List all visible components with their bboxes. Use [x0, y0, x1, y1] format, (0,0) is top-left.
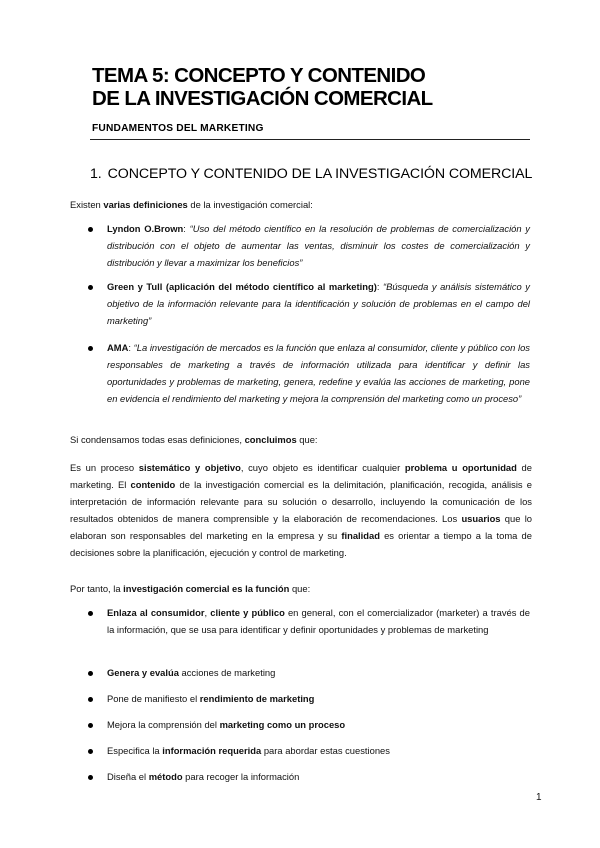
title-line-1: TEMA 5: CONCEPTO Y CONTENIDO — [92, 64, 426, 87]
conclusion-intro: Si condensamos todas esas definiciones, concluimos que: — [70, 434, 318, 445]
bullet-icon — [88, 671, 93, 676]
conclusion-paragraph: Es un proceso sistemático y objetivo, cuyo objeto es identificar cualquier problema u oportunidad de marketing. El contenido de la investigación comercial es la delimitación, planificación, recogida, análisis e interpretación de información relevante para su solución o desarrollo, incluyendo la comunicación de los resultados obtenidos de manera comprensible y la elaboración de recomendaciones. Los usuarios que lo elaboran son responsables del marketing en la empresa y su finalidad es orientar a tiempo a la toma de decisiones sobre la planificación, ejecución y control de marketing. — [70, 462, 533, 558]
bullet-icon — [88, 227, 93, 232]
section-heading — [90, 166, 532, 182]
page-number: 1 — [536, 792, 542, 803]
bullet-icon — [88, 346, 93, 351]
document-subtitle: FUNDAMENTOS DEL MARKETING — [92, 123, 264, 134]
function-item: Mejora la comprensión del marketing como un proceso — [107, 719, 346, 730]
section-title: CONCEPTO Y CONTENIDO DE LA INVESTIGACIÓN COMERCIAL — [107, 166, 533, 182]
function-item: Genera y evalúa acciones de marketing — [107, 667, 276, 678]
bullet-icon — [88, 723, 93, 728]
definition-item-green-tull: Green y Tull (aplicación del método científico al marketing): “Búsqueda y análisis sistemático y objetivo de la información relevante para la identificación y solución de problemas en el campo del marketing” — [107, 281, 530, 326]
document-title — [92, 64, 433, 110]
title-line-2: DE LA INVESTIGACIÓN COMERCIAL — [92, 87, 433, 110]
intro-paragraph: Existen varias definiciones de la investigación comercial: — [70, 199, 313, 210]
function-item: Pone de manifiesto el rendimiento de marketing — [107, 693, 315, 704]
function-item: Enlaza al consumidor, cliente y público en general, con el comercializador (marketer) a través de la información, que se usa para identificar y definir oportunidades y problemas de marketing — [107, 607, 530, 635]
function-item: Diseña el método para recoger la información — [107, 771, 300, 782]
bullet-icon — [88, 611, 93, 616]
header-divider — [90, 139, 530, 140]
bullet-icon — [88, 697, 93, 702]
bullet-icon — [88, 285, 93, 290]
function-intro: Por tanto, la investigación comercial es la función que: — [70, 583, 311, 594]
bullet-icon — [88, 749, 93, 754]
section-number: 1. — [90, 166, 102, 182]
function-item: Especifica la información requerida para abordar estas cuestiones — [107, 745, 390, 756]
definition-item-brown: Lyndon O.Brown: “Uso del método científico en la resolución de problemas de comercialización y distribución con el objeto de aumentar las ventas, disminuir los costes de comercialización y distribución y llevar a maximizar los beneficios” — [107, 223, 530, 268]
definition-item-ama: AMA: “La investigación de mercados es la función que enlaza al consumidor, cliente y público con los responsables de marketing a través de información utilizada para identificar y definir las oportunidades y problemas de marketing, genera, redefine y evalúa las acciones de marketing, pone en evidencia el rendimiento del marketing y mejora la comprensión del marketing como un proceso” — [107, 342, 530, 404]
bullet-icon — [88, 775, 93, 780]
